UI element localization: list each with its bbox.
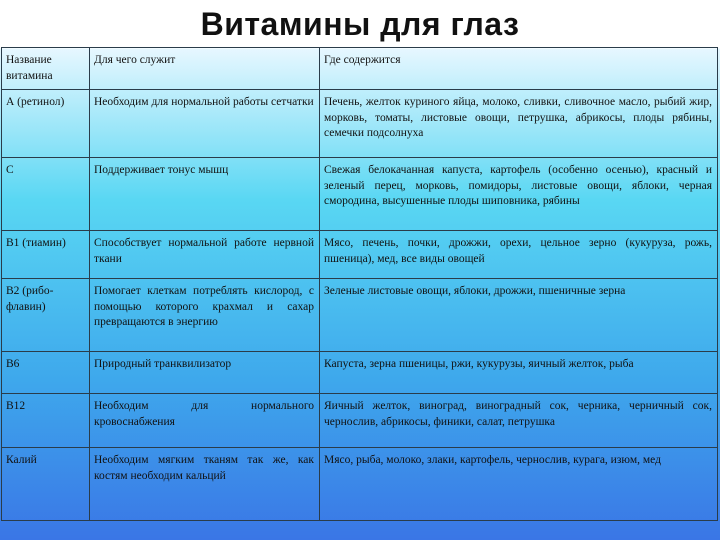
purpose-cell: Поддерживает тонус мышц <box>90 158 320 231</box>
purpose-cell: Помогает клеткам потреблять кислород, с помощью которого крахмал и сахар превращаются в энергию <box>90 279 320 352</box>
vitamin-name-cell: С <box>2 158 90 231</box>
header-vitamin-name: Название витамина <box>2 48 90 90</box>
vitamins-table <box>1 47 718 521</box>
source-cell: Мясо, рыба, молоко, злаки, картофель, чернослив, курага, изюм, мед <box>320 448 718 521</box>
vitamin-name-cell: В2 (рибо-флавин) <box>2 279 90 352</box>
table-row <box>2 394 718 448</box>
table-row <box>2 158 718 231</box>
purpose-cell: Природный транквилизатор <box>90 352 320 394</box>
header-source: Где содержится <box>320 48 718 90</box>
purpose-cell: Необходим для нормальной работы сетчатки <box>90 90 320 158</box>
purpose-cell: Необходим мягким тканям так же, как костям необходим кальций <box>90 448 320 521</box>
table-row <box>2 352 718 394</box>
table-row <box>2 231 718 279</box>
vitamin-name-cell: В1 (тиамин) <box>2 231 90 279</box>
table-row <box>2 448 718 521</box>
source-cell: Мясо, печень, почки, дрожжи, орехи, цельное зерно (кукуруза, рожь, пшеница), мед, все виды овощей <box>320 231 718 279</box>
table-row <box>2 90 718 158</box>
purpose-cell: Способствует нормальной работе нервной ткани <box>90 231 320 279</box>
table-header-row <box>2 48 718 90</box>
vitamin-name-cell: А (ретинол) <box>2 90 90 158</box>
vitamin-name-cell: В12 <box>2 394 90 448</box>
source-cell: Зеленые листовые овощи, яблоки, дрожжи, пшеничные зерна <box>320 279 718 352</box>
purpose-cell: Необходим для нормального кровоснабжения <box>90 394 320 448</box>
source-cell: Капуста, зерна пшеницы, ржи, кукурузы, яичный желток, рыба <box>320 352 718 394</box>
source-cell: Свежая белокачанная капуста, картофель (особенно осенью), красный и зеленый перец, морковь, помидоры, листовые овощи, яблоки, черная смородина, высушенные плоды шиповника, рябины <box>320 158 718 231</box>
header-purpose: Для чего служит <box>90 48 320 90</box>
vitamin-name-cell: Калий <box>2 448 90 521</box>
page-title: Витамины для глаз <box>200 6 520 42</box>
table-row <box>2 279 718 352</box>
source-cell: Яичный желток, виноград, виноградный сок, черника, черничный сок, чернослив, абрикосы, финики, салат, петрушка <box>320 394 718 448</box>
source-cell: Печень, желток куриного яйца, молоко, сливки, сливочное масло, рыбий жир, морковь, томаты, листовые овощи, петрушка, абрикосы, плоды рябины, семечки подсолнуха <box>320 90 718 158</box>
vitamin-name-cell: В6 <box>2 352 90 394</box>
